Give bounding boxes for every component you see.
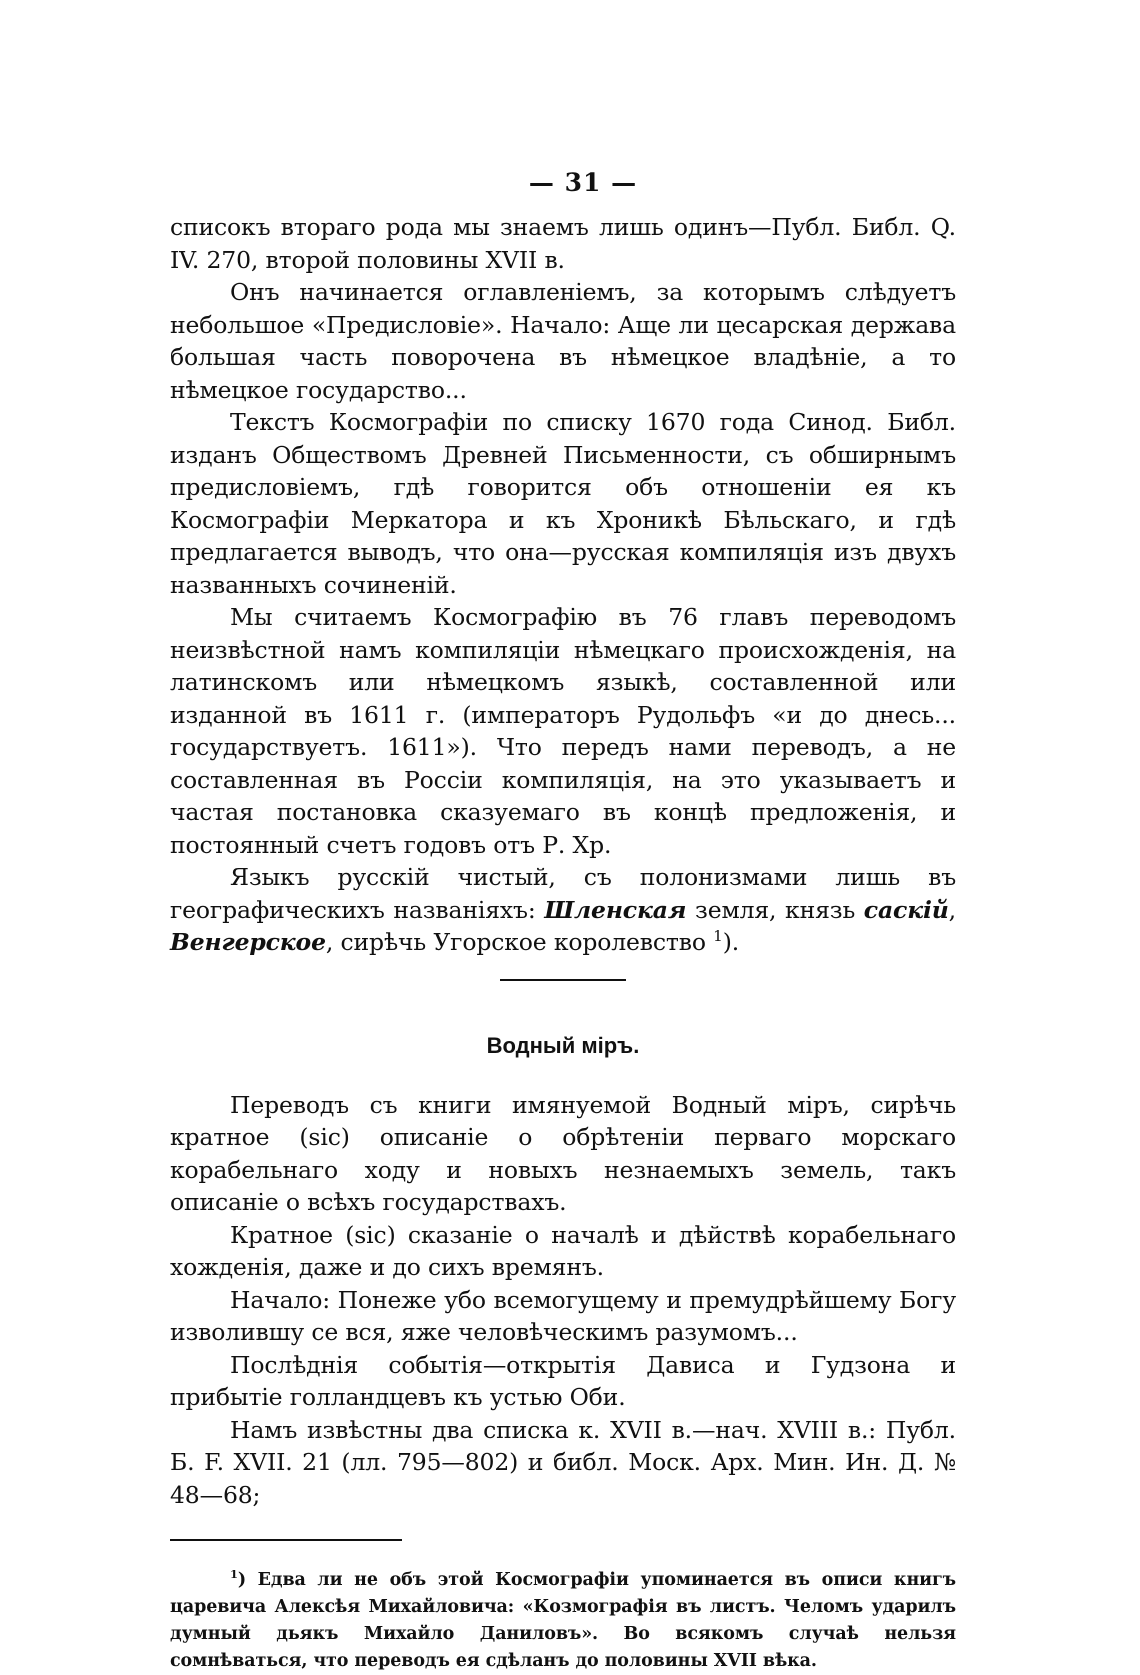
section-body	[170, 1089, 956, 1512]
paragraph-translation-argument: Мы считаемъ Космографію въ 76 главъ переводомъ неизвѣстной намъ компиляціи нѣмецкаго происхожденія, на латинскомъ или нѣмецкомъ языкѣ, составленной или изданной въ 1611 г. (императоръ Рудольфъ «и до днесь... государствуетъ. 1611»). Что передъ нами переводъ, а не составленная въ Россіи компиляція, на это указываетъ и частая постановка сказуемаго въ концѣ предложенія, и постоянный счетъ годовъ отъ Р. Хр.	[170, 603, 956, 859]
section-paragraph: Начало: Понеже убо всемогущему и премудрѣйшему Богу изволившу се вся, яже человѣческимъ разумомъ...	[170, 1285, 956, 1346]
paragraph-table-of-contents: Онъ начинается оглавленіемъ, за которымъ слѣдуетъ небольшое «Предисловіе». Начало: Аще ли цесарская держава большая часть поворочена въ нѣмецкое владѣніе, а то нѣмецкое государство...	[170, 278, 956, 404]
section-paragraph: Переводъ съ книги имянуемой Водный міръ, сирѣчь кратное (sic) описаніе о обрѣтеніи перваго морскаго корабельнаго ходу и новыхъ незнаемыхъ земель, такъ описаніе о всѣхъ государствахъ.	[170, 1090, 956, 1216]
section-heading: Водный міръ.	[486, 1032, 640, 1058]
footnote-marker: 1	[230, 1567, 238, 1582]
term-saskiy: саскій	[863, 895, 949, 924]
footnote	[170, 1567, 956, 1675]
footnote-text: ) Едва ли не объ этой Космографіи упоминается въ описи книгъ царевича Алексѣя Михайловича: «Козмографія въ листъ. Челомъ ударилъ думный дьякъ Михайло Даниловъ». Во всякомъ случаѣ нельзя сомнѣваться, что переводъ ея сдѣланъ до половины XVII вѣка.	[170, 1570, 956, 1671]
section-paragraph: Послѣднія событія—открытія Дависа и Гудзона и прибытіе голландцевъ къ устью Оби.	[170, 1350, 956, 1411]
term-vengerskoe: Венгерское	[170, 928, 326, 956]
term-shlenskaya: Шленская	[544, 895, 687, 924]
language-text-end: , сирѣчь Угорское королевство	[325, 928, 714, 956]
paragraph-list-continuation: списокъ втораго рода мы знаемъ лишь одинъ—Публ. Библ. Q. IV. 270, второй половины XVII в.	[170, 213, 956, 274]
page-number: — 31 —	[528, 168, 638, 197]
section-paragraph: Намъ извѣстны два списка к. XVII в.—нач. XVIII в.: Публ. Б. F. XVII. 21 (лл. 795—802) и библ. Моск. Арх. Мин. Ин. Д. № 48—68;	[170, 1415, 956, 1509]
section-divider	[500, 979, 626, 981]
paragraph-language	[170, 861, 956, 959]
language-text-close: ).	[722, 928, 740, 956]
paragraph-cosmography-text: Текстъ Космографіи по списку 1670 года Синод. Библ. изданъ Обществомъ Древней Письменности, съ обширнымъ предисловіемъ, гдѣ говорится объ отношеніи ея къ Космографіи Меркатора и къ Хроникѣ Бѣльскаго, и гдѣ предлагается выводъ, что она—русская компиляція изъ двухъ названныхъ сочиненій.	[170, 408, 956, 599]
language-text-start: Языкъ русскій чистый, съ полонизмами лишь въ географическихъ названіяхъ:	[170, 863, 956, 924]
language-text-mid2: ,	[948, 895, 956, 924]
footnote-reference[interactable]: 1	[713, 927, 723, 946]
footnote-rule	[170, 1539, 402, 1541]
book-page	[170, 168, 956, 1675]
language-text-mid1: земля, князь	[686, 895, 864, 924]
section-paragraph: Кратное (sic) сказаніе о началѣ и дѣйствѣ корабельнаго хожденія, даже и до сихъ времянъ.	[170, 1220, 956, 1281]
